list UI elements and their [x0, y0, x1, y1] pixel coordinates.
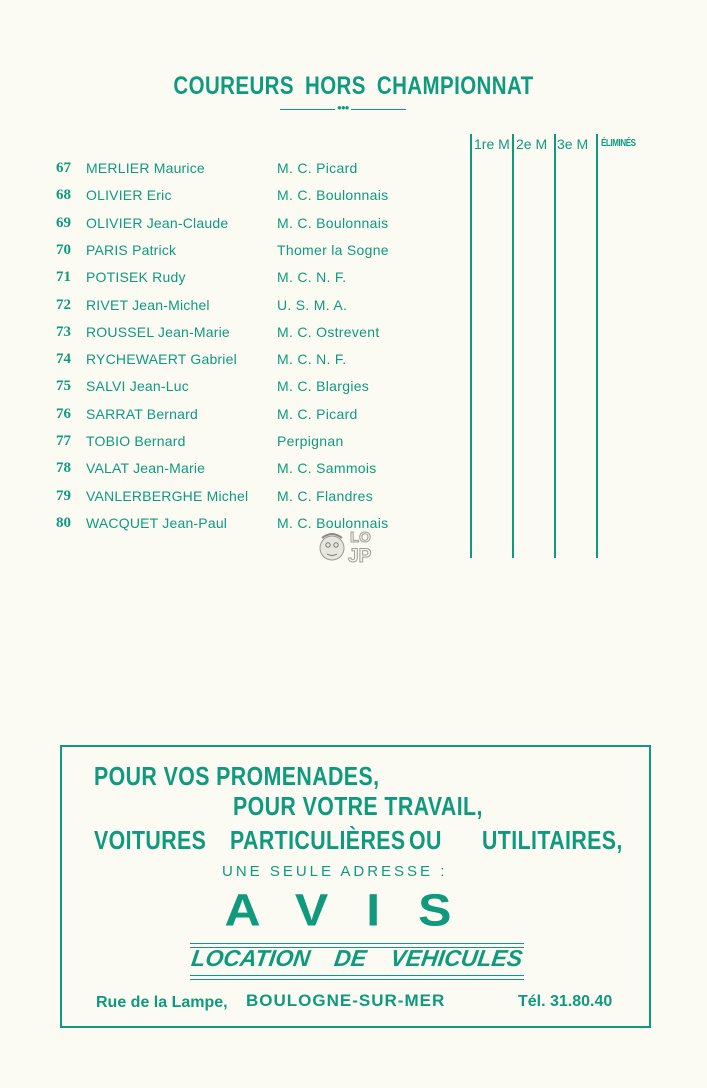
rider-number: 76: [56, 405, 71, 422]
ad-city: BOULOGNE-SUR-MER: [246, 991, 446, 1010]
rider-club: M. C. Boulonnais: [277, 187, 389, 204]
rider-club: M. C. N. F.: [277, 269, 347, 286]
rider-club: M. C. Sammois: [277, 460, 377, 477]
rider-club: M. C. Boulonnais: [277, 514, 389, 531]
rider-number: 79: [56, 487, 71, 504]
ad-tagline: LOCATION DE VEHICULES: [189, 945, 525, 971]
ad-line-1: POUR VOS PROMENADES,: [94, 761, 380, 791]
rider-number: 69: [56, 214, 71, 231]
column-heat-2: 2e M: [516, 136, 548, 152]
avis-advertisement: [60, 745, 651, 1028]
title-ornament: ●●●: [337, 103, 349, 112]
rider-club: Thomer la Sogne: [277, 241, 389, 258]
tagline-rule-bottom-2: [190, 979, 524, 980]
rider-club: M. C. Blargies: [277, 378, 370, 395]
column-heat-1: 1re M: [474, 136, 510, 152]
ad-line-3b: PARTICULIÈRES: [230, 825, 406, 855]
rider-number: 71: [56, 269, 71, 286]
avis-logo: [217, 887, 497, 937]
rider-number: 78: [56, 460, 71, 477]
page-title: COUREURS HORS CHAMPIONNAT: [173, 72, 534, 100]
rider-number: 68: [56, 187, 71, 204]
rider-number: 75: [56, 378, 71, 395]
rider-number: 80: [56, 514, 71, 531]
rider-name: RIVET Jean-Michel: [86, 296, 210, 313]
rider-name: POTISEK Rudy: [86, 269, 186, 286]
rider-name: RYCHEWAERT Gabriel: [86, 351, 237, 368]
ad-line-2: POUR VOTRE TRAVAIL,: [233, 791, 483, 821]
rider-name: ROUSSEL Jean-Marie: [86, 323, 230, 340]
rider-number: 72: [56, 296, 71, 313]
rider-name: SARRAT Bernard: [86, 405, 198, 422]
rider-name: MERLIER Maurice: [86, 160, 205, 176]
rider-name: WACQUET Jean-Paul: [86, 514, 228, 531]
stamp-letters-top: LO: [350, 529, 371, 546]
ad-line-3c: OU: [409, 825, 442, 855]
rider-number: 74: [56, 351, 71, 368]
rider-name: PARIS Patrick: [86, 241, 177, 258]
rider-name: SALVI Jean-Luc: [86, 378, 189, 395]
ad-subline: UNE SEULE ADRESSE :: [222, 863, 448, 880]
rider-club: M. C. Boulonnais: [277, 214, 389, 231]
stamp-letters-bottom: JP: [348, 546, 372, 567]
grid-line-4: [596, 134, 598, 558]
rider-name: TOBIO Bernard: [86, 433, 186, 449]
rider-club: U. S. M. A.: [277, 296, 348, 313]
rider-number: 70: [56, 241, 71, 258]
rider-name: VANLERBERGHE Michel: [86, 487, 249, 504]
rider-club: M. C. Picard: [277, 160, 358, 176]
rider-club: M. C. Flandres: [277, 487, 373, 504]
rider-number: 73: [56, 323, 71, 340]
rider-name: VALAT Jean-Marie: [86, 460, 206, 477]
rider-club: M. C. Picard: [277, 405, 358, 422]
rider-club: M. C. N. F.: [277, 351, 347, 368]
column-eliminated: ÉLIMINÉS: [601, 138, 636, 149]
rider-name: OLIVIER Jean-Claude: [86, 214, 229, 231]
tagline-rule-top: [190, 943, 524, 944]
rider-number: 77: [56, 433, 71, 449]
avis-logo-text: AVIS: [224, 887, 490, 937]
collector-stamp: [318, 522, 392, 570]
tagline-rule-bottom: [190, 975, 524, 976]
ad-line-3d: UTILITAIRES,: [482, 825, 623, 855]
ad-line-3a: VOITURES: [94, 825, 207, 855]
grid-line-3: [554, 134, 556, 558]
grid-line-1: [470, 134, 472, 558]
rider-club: M. C. Ostrevent: [277, 323, 380, 340]
rider-number: 67: [56, 160, 71, 176]
rider-club: Perpignan: [277, 433, 344, 449]
column-heat-3: 3e M: [557, 136, 589, 152]
grid-line-2: [512, 134, 514, 558]
ad-phone: Tél. 31.80.40: [518, 993, 613, 1010]
rider-name: OLIVIER Eric: [86, 187, 172, 204]
ad-street: Rue de la Lampe,: [96, 994, 228, 1011]
